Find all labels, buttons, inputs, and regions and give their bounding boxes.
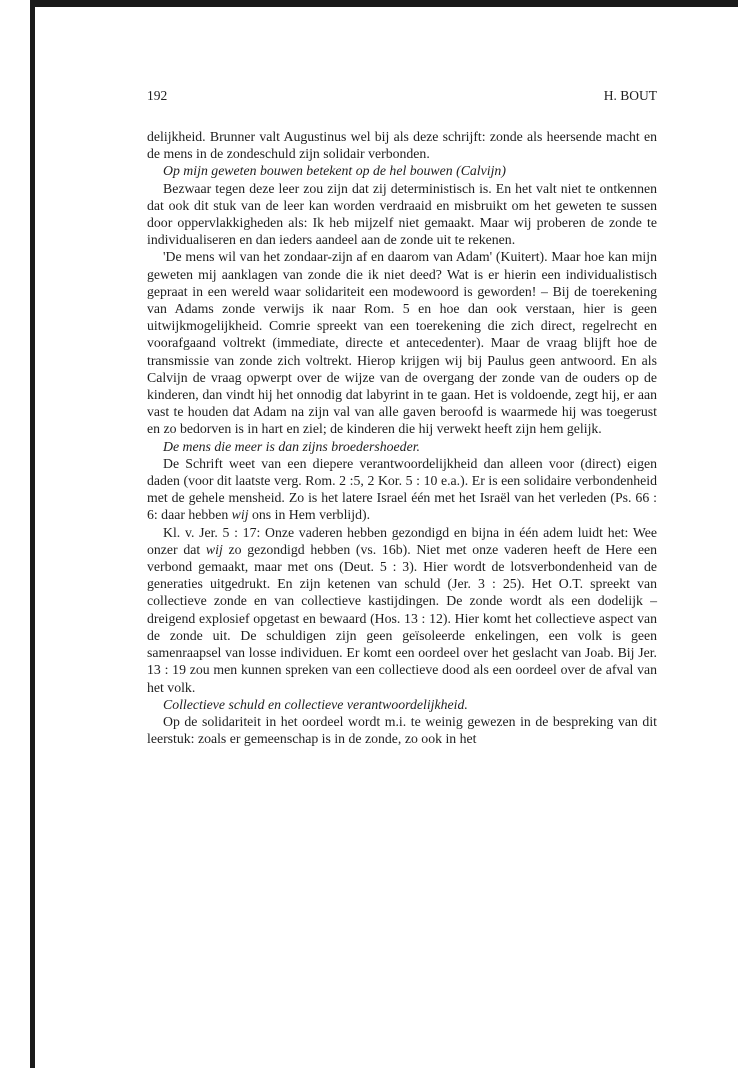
paragraph: De Schrift weet van een diepere verantwoordelijkheid dan alleen voor (direct) eigen daden (voor dit laatste verg. Rom. 2 :5, 2 Kor. 5 : 10 e.a.). Er is een solidaire verbondenheid met de gehele mensheid. Zo is het latere Israel één met het Israël van het verleden (Ps. 66 : 6: daar hebben wij ons in Hem verblijd). (147, 455, 657, 523)
section-heading-1: Op mijn geweten bouwen betekent op de hel bouwen (Calvijn) (163, 163, 506, 179)
page (147, 88, 657, 747)
body-text (147, 128, 657, 747)
paragraph: 'De mens wil van het zondaar-zijn af en daarom van Adam' (Kuitert). Maar hoe kan mijn geweten mij aanklagen van zonde die ik niet deed? Wat is er hierin een individualistisch gepraat in een wereld waar solidariteit een modewoord is geworden! – Bij de toerekening van Adams zonde verwijs ik naar Rom. 5 en hoe dan ook verstaan, hier is geen uitwijkmogelijkheid. Comrie spreekt van een toerekening die zich direct, regelrecht en voorafgaand voltrekt (immediate, directe et antecedenter). Maar de vraag blijft hoe de transmissie van zonde zich voltrekt. Hierop krijgen wij bij Paulus geen antwoord. En als Calvijn de vraag opwerpt over de wijze van de overgang der zonde van de ouders op de kinderen, dan vindt hij het onnodig dat labyrint in te gaan. Het is voldoende, zegt hij, er aan vast te houden dat Adam na zijn val van alle gaven beroofd is waarmede hij was toegerust en zo bedorven is in hart en ziel; de kinderen die hij verwekt heeft zijn hem gelijk. (147, 249, 657, 437)
paragraph-intro: delijkheid. Brunner valt Augustinus wel bij als deze schrijft: zonde als heersende macht en de mens in de zondeschuld zijn solidair verbonden. (147, 129, 657, 162)
section-heading-2: De mens die meer is dan zijns broedershoeder. (163, 438, 420, 454)
paragraph: Bezwaar tegen deze leer zou zijn dat zij deterministisch is. En het valt niet te ontkennen dat ook dit stuk van de leer kan worden verdraaid en misbruikt om het geweten te sussen door oppervlakkigheden als: Ik heb mijzelf niet gemaakt. Maar wij proberen de zonde te individualiseren en dan ieders aandeel aan de zonde uit te rekenen. (147, 180, 657, 248)
paragraph: Op de solidariteit in het oordeel wordt m.i. te weinig gewezen in de bespreking van dit leerstuk: zoals er gemeenschap is in de zonde, zo ook in het (147, 713, 657, 747)
scan-left-border (30, 0, 35, 1068)
scan-top-border (30, 0, 738, 7)
running-author: H. BOUT (603, 88, 657, 103)
paragraph: Kl. v. Jer. 5 : 17: Onze vaderen hebben gezondigd en bijna in één adem luidt het: Wee onzer dat wij zo gezondigd hebben (vs. 16b). Niet met onze vaderen heeft de Here een verbond gemaakt, maar met ons (Deut. 5 : 3). Hier wordt de lotsverbondenheid van de generaties uitgedrukt. En zijn ketenen van schuld (Jer. 3 : 25). Het O.T. spreekt van collectieve zonde en van collectieve kastijdingen. De zonde wordt als een dodelijk – dreigend explosief opgetast en bewaard (Hos. 13 : 12). Hier komt het collectieve aspect van de zonde uit. De schuldigen zijn geen geïsoleerde enkelingen, een volk is geen samenraapsel van losse individuen. Er komt een oordeel over het geslacht van Joab. Bij Jer. 13 : 19 zou men kunnen spreken van een collectieve dood als een oordeel over de afval van het volk. (147, 524, 657, 695)
section-heading-3: Collectieve schuld en collectieve verantwoordelijkheid. (163, 696, 468, 712)
running-header (147, 88, 657, 104)
page-number: 192 (147, 88, 168, 103)
